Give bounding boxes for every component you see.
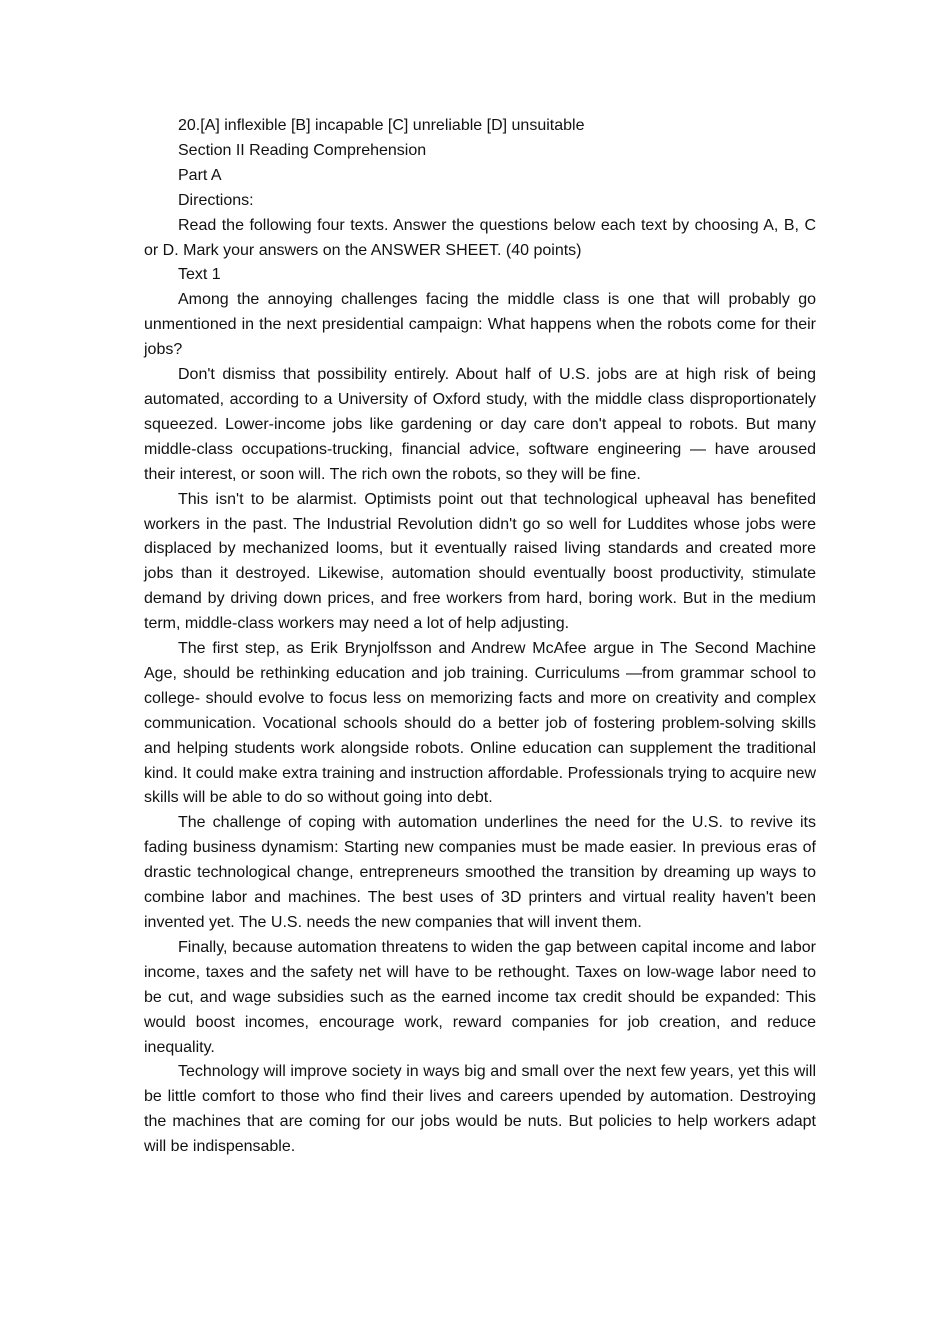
section-title: Section II Reading Comprehension bbox=[178, 141, 427, 159]
directions-label: Directions: bbox=[178, 191, 254, 209]
paragraph: Technology will improve society in ways big and small over the next few years, yet this will be little comfort to those who find their lives and careers upended by automation. Destroying the machines that are coming for our jobs would be nuts. But policies to help workers adapt will be indispensable. bbox=[144, 1063, 816, 1156]
text-title: Text 1 bbox=[178, 266, 221, 284]
part-title: Part A bbox=[178, 166, 222, 184]
paragraph: Don't dismiss that possibility entirely. About half of U.S. jobs are at high risk of being automated, according to a University of Oxford study, with the middle class disproportionately squeezed. Lower-income jobs like gardening or day care don't appeal to robots. But many middle-class occupations-trucking, financial advice, software engineering — have aroused their interest, or soon will. The rich own the robots, so they will be fine. bbox=[144, 366, 816, 483]
paragraph: Finally, because automation threatens to widen the gap between capital income and labor income, taxes and the safety net will have to be rethought. Taxes on low-wage labor need to be cut, and wage subsidies such as the earned income tax credit should be expanded: This would boost incomes, encourage work, reward companies for job creation, and reduce inequality. bbox=[144, 938, 816, 1056]
paragraph: Among the annoying challenges facing the middle class is one that will probably go unmentioned in the next presidential campaign: What happens when the robots come for their jobs? bbox=[144, 291, 816, 359]
paragraph: The challenge of coping with automation underlines the need for the U.S. to revive its fading business dynamism: Starting new companies must be made easier. In previous eras of drastic technological change, entrepreneurs smoothed the transition by dreaming up ways to combine labor and machines. The best uses of 3D printers and virtual reality haven't been invented yet. The U.S. needs the new companies that will invent them. bbox=[144, 814, 816, 931]
document-page bbox=[144, 114, 816, 1160]
paragraph: This isn't to be alarmist. Optimists point out that technological upheaval has benefited workers in the past. The Industrial Revolution didn't go so well for Luddites whose jobs were displaced by mechanized looms, but it eventually raised living standards and created more jobs than it destroyed. Likewise, automation should eventually boost productivity, stimulate demand by driving down prices, and free workers from hard, boring work. But in the medium term, middle-class workers may need a lot of help adjusting. bbox=[144, 490, 816, 633]
paragraph: The first step, as Erik Brynjolfsson and Andrew McAfee argue in The Second Machine Age, should be rethinking education and job training. Curriculums —from grammar school to college- should evolve to focus less on memorizing facts and more on creativity and complex communication. Vocational schools should do a better job of fostering problem-solving skills and helping students work alongside robots. Online education can supplement the traditional kind. It could make extra training and instruction affordable. Professionals trying to acquire new skills will be able to do so without going into debt. bbox=[144, 640, 816, 807]
question-20-options: 20.[A] inflexible [B] incapable [C] unreliable [D] unsuitable bbox=[178, 117, 585, 134]
directions-text: Read the following four texts. Answer the questions below each text by choosing A, B, C or D. Mark your answers on the ANSWER SHEET. (40 points) bbox=[144, 216, 816, 259]
